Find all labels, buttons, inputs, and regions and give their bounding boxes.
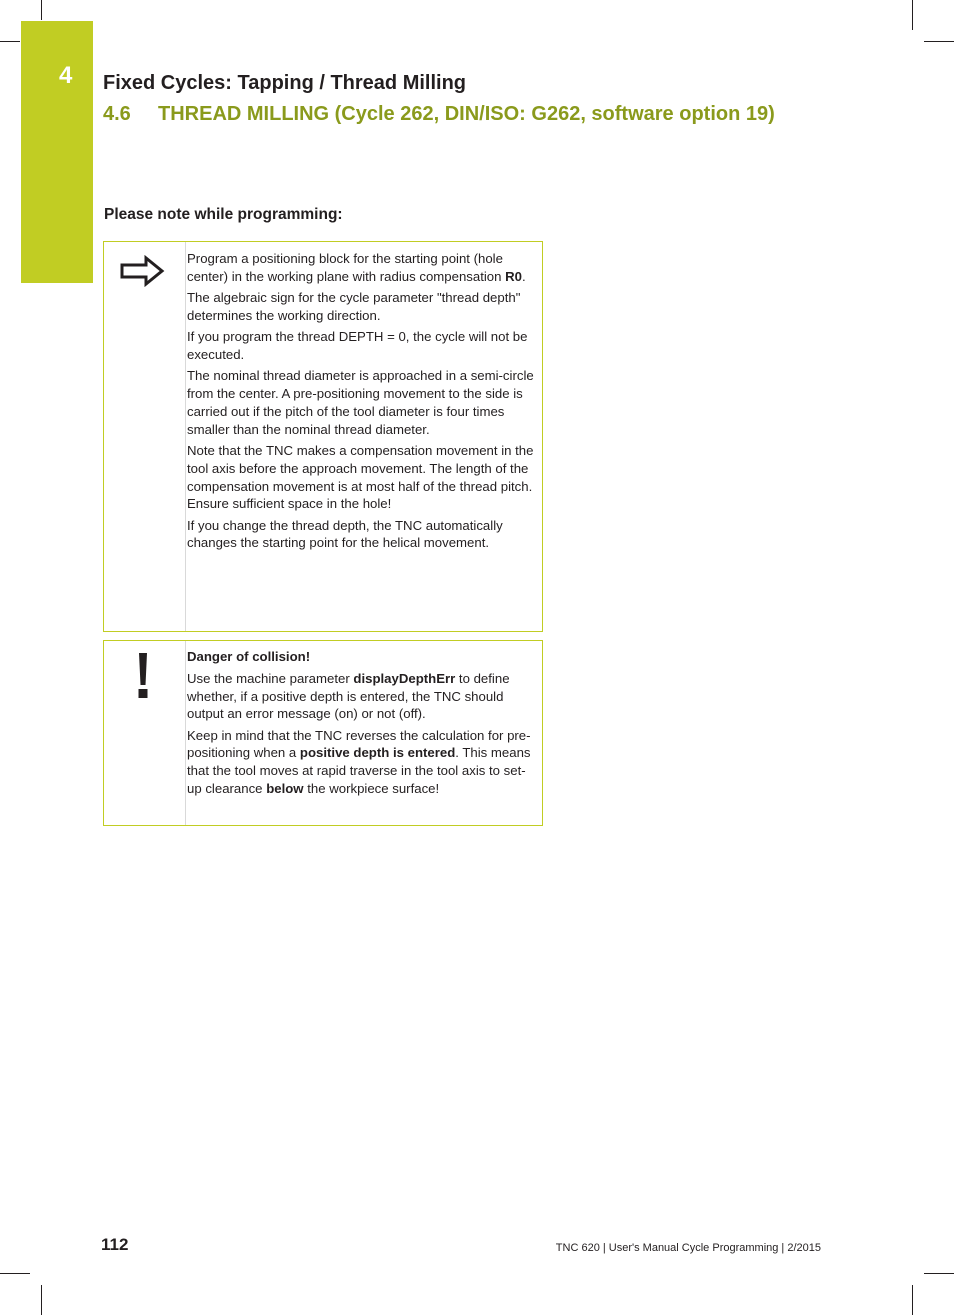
section-title: THREAD MILLING (Cycle 262, DIN/ISO: G262, software option 19) <box>158 103 775 125</box>
crop-mark <box>924 41 954 42</box>
section-heading <box>103 103 775 126</box>
text-run: . This means that the tool moves at rapid traverse in the tool axis to set-up clearance <box>187 745 531 797</box>
text-run: . <box>522 268 526 284</box>
warning-box <box>103 640 543 826</box>
text-run: Keep in mind that the TNC reverses the calculation for pre-positioning when a <box>187 727 531 761</box>
warning-content <box>187 648 536 801</box>
note-divider <box>185 242 186 631</box>
crop-mark <box>0 1273 30 1274</box>
chapter-number: 4 <box>59 62 73 89</box>
warning-paragraph <box>187 727 536 798</box>
chapter-title: Fixed Cycles: Tapping / Thread Milling <box>103 72 467 94</box>
crop-mark <box>41 0 42 20</box>
subheading: Please note while programming: <box>104 206 343 223</box>
note-paragraph: The nominal thread diameter is approached in a semi-circle from the center. A pre-positioning movement to the side is carried out if the pitch of the tool diameter is four times smaller than the nominal thread diameter. <box>187 368 534 437</box>
note-box <box>103 241 543 632</box>
crop-mark <box>912 1285 913 1315</box>
note-paragraph <box>187 250 536 286</box>
text-bold: positive depth is entered <box>299 745 456 761</box>
page-number: 112 <box>101 1235 129 1254</box>
note-content <box>187 250 536 556</box>
footer-text: TNC 620 | User's Manual Cycle Programming | 2/2015 <box>555 1242 821 1254</box>
text-run: Use the machine parameter <box>187 670 354 686</box>
text-run: to define whether, if a positive depth is entered, the TNC should output an error message (on) or not (off). <box>187 670 510 722</box>
text-run: the workpiece surface! <box>303 781 440 797</box>
crop-mark <box>0 41 20 42</box>
text-bold: R0 <box>505 268 522 284</box>
note-paragraph: If you change the thread depth, the TNC automatically changes the starting point for the helical movement. <box>187 517 503 551</box>
exclamation-icon <box>136 653 150 704</box>
arrow-right-icon <box>120 255 166 292</box>
note-paragraph: If you program the thread DEPTH = 0, the cycle will not be executed. <box>187 329 528 362</box>
text-run: Program a positioning block for the starting point (hole center) in the working plane with radius compensation <box>187 251 506 284</box>
chapter-tab <box>21 21 93 283</box>
warning-heading: Danger of collision! <box>187 649 311 664</box>
warning-divider <box>185 641 186 825</box>
crop-mark <box>924 1273 954 1274</box>
text-bold: below <box>266 781 304 797</box>
warning-paragraph <box>187 670 536 723</box>
note-paragraph: The algebraic sign for the cycle parameter "thread depth" determines the working direction. <box>187 290 521 323</box>
crop-mark <box>41 1285 42 1315</box>
note-paragraph: Note that the TNC makes a compensation movement in the tool axis before the approach movement. The length of the compensation movement is at most half of the thread pitch. Ensure sufficient space in the hole! <box>187 442 534 512</box>
crop-mark <box>912 0 913 30</box>
text-bold: displayDepthErr <box>353 670 456 686</box>
section-number: 4.6 <box>103 103 131 125</box>
